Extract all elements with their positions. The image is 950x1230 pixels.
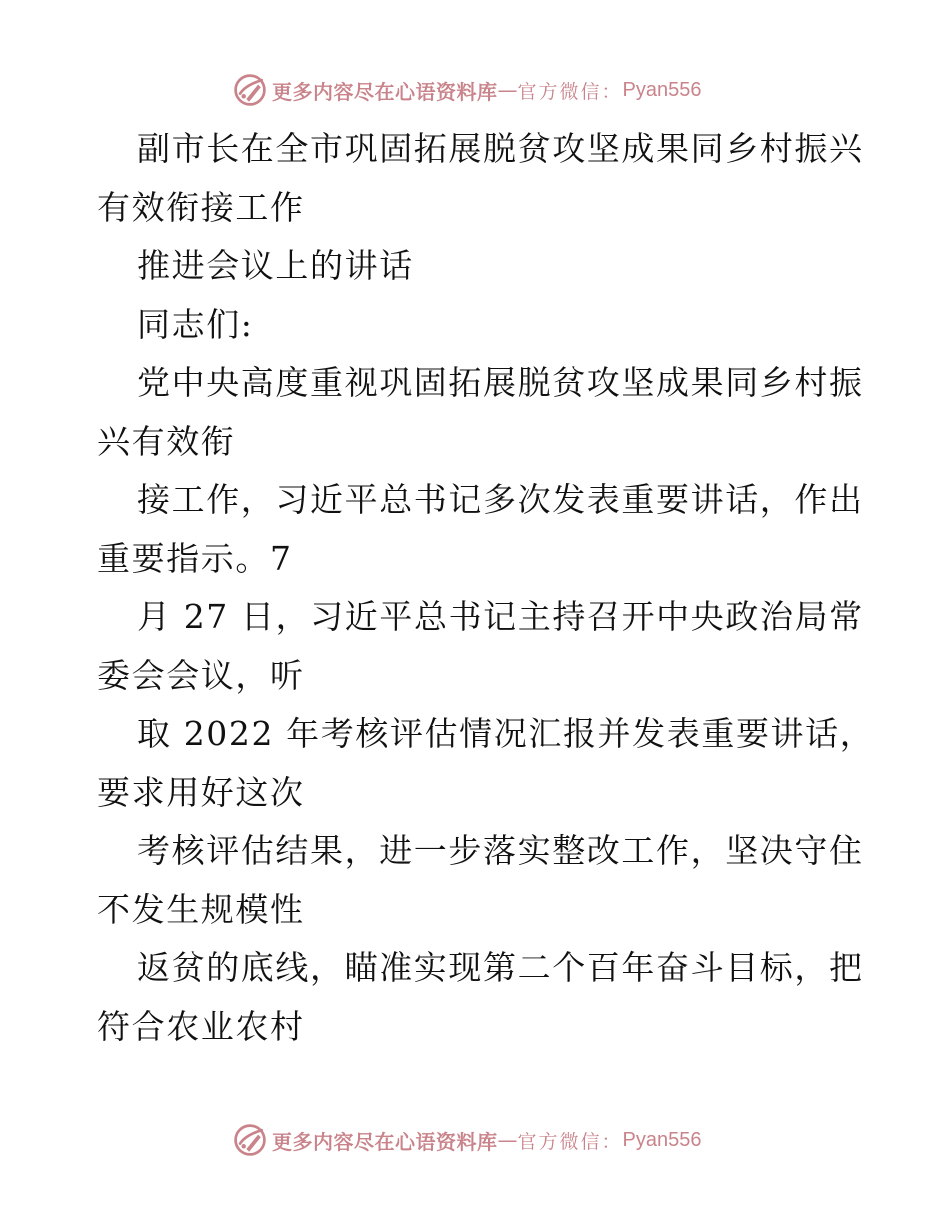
watermark-footer: [232, 1120, 701, 1160]
body-line: 月 27 日，习近平总书记主持召开中央政治局常: [137, 597, 864, 636]
body-line: 要求用好这次: [97, 772, 305, 812]
pen-logo-icon: [232, 1122, 268, 1158]
body-line: 接工作，习近平总书记多次发表重要讲话，作出: [137, 480, 864, 519]
watermark-dash: —: [497, 1128, 518, 1152]
watermark-id: Pyan556: [622, 78, 702, 101]
pen-logo-icon: [232, 72, 268, 108]
watermark-dash: —: [497, 78, 518, 102]
body-line: 兴有效衔: [97, 421, 236, 461]
watermark-main-text: 更多内容尽在心语资料库: [272, 79, 498, 104]
body-line: 返贫的底线，瞄准实现第二个百年奋斗目标，把: [137, 948, 864, 987]
body-line: 委会会议，听: [97, 655, 305, 695]
watermark-sub-text: 官方微信：: [517, 1130, 623, 1153]
body-line: 符合农业农村: [97, 1006, 305, 1046]
body-line: 考核评估结果，进一步落实整改工作，坚决守住: [137, 831, 864, 870]
document-body: [97, 120, 875, 1056]
body-line: 不发生规模性: [97, 889, 305, 929]
watermark-id: Pyan556: [622, 1128, 702, 1151]
watermark-main-text: 更多内容尽在心语资料库: [272, 1129, 498, 1154]
watermark-header: [232, 70, 701, 110]
subtitle-line: 推进会议上的讲话: [137, 246, 414, 285]
salutation: 同志们:: [137, 304, 254, 344]
body-line: 党中央高度重视巩固拓展脱贫攻坚成果同乡村振: [137, 363, 864, 402]
body-line: 取 2022 年考核评估情况汇报并发表重要讲话，: [137, 714, 875, 753]
title-line: 有效衔接工作: [97, 187, 305, 227]
body-line: 重要指示。7: [97, 538, 293, 578]
title-line: 副市长在全市巩固拓展脱贫攻坚成果同乡村振兴: [137, 129, 864, 168]
watermark-sub-text: 官方微信：: [517, 80, 623, 103]
